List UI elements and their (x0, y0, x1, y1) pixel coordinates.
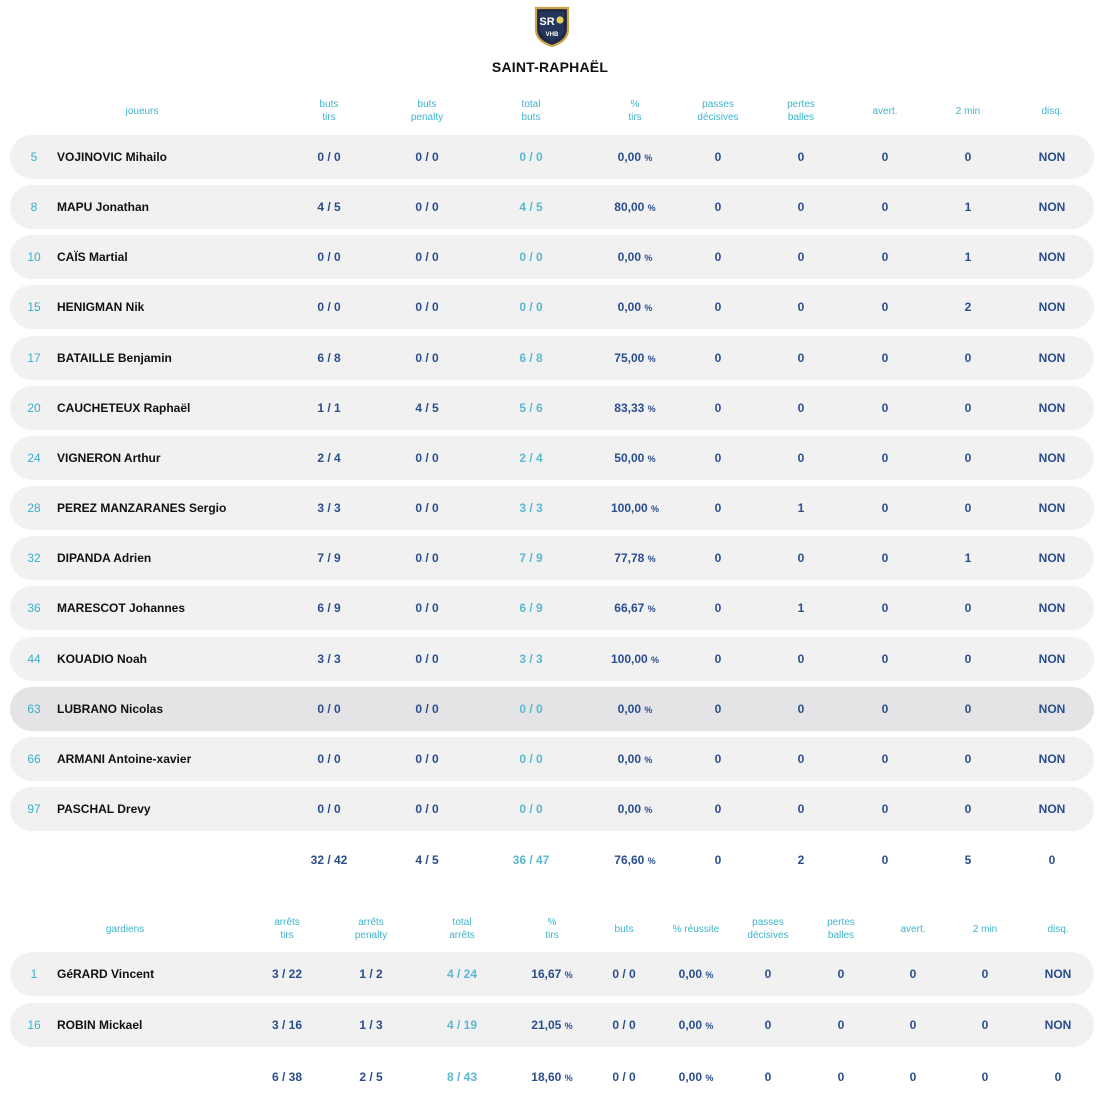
buts: 0 / 0 (612, 967, 636, 981)
header-pct-tirs: % tirs (545, 917, 559, 941)
table-row (10, 336, 1094, 380)
deux-min: 0 (964, 400, 972, 415)
passes-decisives: 0 (714, 400, 722, 415)
buts-tirs: 1 / 1 (317, 400, 341, 415)
total-pertes: 0 (837, 1070, 845, 1084)
table-row (10, 235, 1094, 279)
table-row (10, 135, 1094, 179)
total-buts-penalty: 4 / 5 (415, 853, 439, 867)
header-passes-decisives: passes décisives (747, 917, 789, 941)
total-pertes: 2 (797, 853, 805, 867)
pct-tirs: 0,00 % (617, 150, 653, 164)
total-total-arrets: 8 / 43 (446, 1070, 478, 1084)
player-number: 24 (27, 450, 41, 465)
avert: 0 (881, 551, 889, 566)
pertes-balles: 0 (797, 551, 805, 566)
disq: NON (1038, 250, 1066, 265)
total-buts: 0 / 0 (519, 250, 543, 265)
avert: 0 (881, 200, 889, 215)
passes-decisives: 0 (714, 150, 722, 164)
pertes-balles: 0 (797, 300, 805, 315)
buts-penalty: 4 / 5 (415, 400, 439, 415)
total-passes: 0 (714, 853, 722, 867)
avert: 0 (909, 967, 917, 981)
total-arrets: 4 / 24 (446, 967, 478, 981)
total-pct-reussite: 0,00 % (678, 1070, 714, 1084)
header-disq: disq. (1041, 106, 1063, 117)
player-number: 15 (27, 300, 41, 315)
player-name: CAUCHETEUX Raphaël (57, 400, 191, 415)
header-avert: avert. (872, 106, 898, 117)
passes-decisives: 0 (714, 601, 722, 616)
disq: NON (1038, 501, 1066, 516)
pertes-balles: 0 (797, 250, 805, 265)
deux-min: 1 (964, 250, 972, 265)
table-row (10, 185, 1094, 229)
deux-min: 0 (964, 450, 972, 465)
pct-tirs: 16,67 % (531, 967, 573, 981)
pct-reussite: 0,00 % (678, 967, 714, 981)
deux-min: 0 (964, 150, 972, 164)
pertes-balles: 0 (797, 751, 805, 766)
team-name: SAINT-RAPHAËL (491, 59, 609, 75)
buts-tirs: 6 / 8 (317, 350, 341, 365)
total-buts: 5 / 6 (519, 400, 543, 415)
passes-decisives: 0 (714, 651, 722, 666)
table-row (10, 637, 1094, 681)
player-name: DIPANDA Adrien (57, 551, 152, 566)
player-number: 8 (30, 200, 38, 215)
buts: 0 / 0 (612, 1018, 636, 1032)
pct-tirs: 77,78 % (614, 551, 656, 566)
player-name: LUBRANO Nicolas (57, 701, 164, 716)
header-total-buts: total buts (521, 99, 541, 123)
deux-min: 0 (981, 967, 989, 981)
pertes-balles: 0 (797, 200, 805, 215)
player-number: 63 (27, 701, 41, 716)
player-name: PASCHAL Drevy (57, 801, 151, 816)
pct-tirs: 0,00 % (617, 751, 653, 766)
player-name: ARMANI Antoine-xavier (57, 751, 192, 766)
player-number: 28 (27, 501, 41, 516)
passes-decisives: 0 (764, 967, 772, 981)
header-passes-decisives: passes décisives (697, 99, 739, 123)
deux-min: 0 (964, 601, 972, 616)
buts-tirs: 0 / 0 (317, 300, 341, 315)
pct-tirs: 80,00 % (614, 200, 656, 215)
total-buts: 0 / 0 (519, 701, 543, 716)
total-buts-tirs: 32 / 42 (310, 853, 348, 867)
disq: NON (1038, 701, 1066, 716)
pertes-balles: 0 (797, 350, 805, 365)
deux-min: 0 (964, 350, 972, 365)
total-buts: 0 / 0 (519, 801, 543, 816)
passes-decisives: 0 (714, 701, 722, 716)
disq: NON (1038, 801, 1066, 816)
disq: NON (1038, 400, 1066, 415)
pct-tirs: 0,00 % (617, 701, 653, 716)
logo-text: SR (539, 16, 555, 28)
pertes-balles: 1 (797, 601, 805, 616)
buts-penalty: 0 / 0 (415, 150, 439, 164)
pertes-balles: 0 (797, 450, 805, 465)
total-passes: 0 (764, 1070, 772, 1084)
disq: NON (1038, 450, 1066, 465)
avert: 0 (881, 651, 889, 666)
disq: NON (1038, 150, 1066, 164)
buts-penalty: 0 / 0 (415, 801, 439, 816)
player-name: PEREZ MANZARANES Sergio (57, 501, 227, 516)
player-number: 66 (27, 751, 41, 766)
disq: NON (1038, 751, 1066, 766)
pertes-balles: 0 (797, 801, 805, 816)
deux-min: 0 (964, 751, 972, 766)
pct-tirs: 0,00 % (617, 801, 653, 816)
header-pertes-balles: pertes balles (787, 99, 815, 123)
header-buts: buts (614, 924, 634, 935)
arrets-penalty: 1 / 2 (359, 967, 383, 981)
total-arrets-tirs: 6 / 38 (271, 1070, 303, 1084)
avert: 0 (881, 450, 889, 465)
avert: 0 (881, 250, 889, 265)
player-name: CAÏS Martial (57, 250, 128, 265)
pertes-balles: 0 (797, 701, 805, 716)
disq: NON (1038, 601, 1066, 616)
arrets-tirs: 3 / 22 (271, 967, 303, 981)
buts-tirs: 0 / 0 (317, 801, 341, 816)
pct-tirs: 100,00 % (610, 651, 660, 666)
total-buts: 0 / 0 (612, 1070, 636, 1084)
buts-penalty: 0 / 0 (415, 601, 439, 616)
avert: 0 (881, 400, 889, 415)
total-buts: 7 / 9 (519, 551, 543, 566)
passes-decisives: 0 (714, 801, 722, 816)
passes-decisives: 0 (714, 300, 722, 315)
disq: NON (1044, 967, 1072, 981)
goalkeeper-name: GéRARD Vincent (57, 967, 155, 981)
buts-tirs: 0 / 0 (317, 250, 341, 265)
pct-tirs: 21,05 % (531, 1018, 573, 1032)
player-number: 44 (27, 651, 41, 666)
header-2min: 2 min (972, 924, 998, 935)
header-buts-tirs: buts tirs (319, 99, 339, 123)
arrets-penalty: 1 / 3 (359, 1018, 383, 1032)
avert: 0 (881, 150, 889, 164)
total-total-buts: 36 / 47 (512, 853, 550, 867)
disq: NON (1038, 300, 1066, 315)
passes-decisives: 0 (714, 751, 722, 766)
total-buts: 6 / 8 (519, 350, 543, 365)
header-joueurs: joueurs (125, 106, 159, 117)
deux-min: 2 (964, 300, 972, 315)
pct-tirs: 100,00 % (610, 501, 660, 516)
avert: 0 (881, 501, 889, 516)
buts-penalty: 0 / 0 (415, 551, 439, 566)
pertes-balles: 0 (797, 651, 805, 666)
buts-tirs: 0 / 0 (317, 751, 341, 766)
buts-penalty: 0 / 0 (415, 250, 439, 265)
total-arrets: 4 / 19 (446, 1018, 478, 1032)
pct-tirs: 75,00 % (614, 350, 656, 365)
passes-decisives: 0 (714, 250, 722, 265)
disq: NON (1038, 551, 1066, 566)
avert: 0 (909, 1018, 917, 1032)
player-name: VOJINOVIC Mihailo (57, 150, 168, 164)
pertes-balles: 0 (837, 1018, 845, 1032)
total-buts: 0 / 0 (519, 150, 543, 164)
passes-decisives: 0 (714, 450, 722, 465)
passes-decisives: 0 (714, 551, 722, 566)
buts-tirs: 3 / 3 (317, 501, 341, 516)
player-number: 97 (27, 801, 41, 816)
total-pct-tirs: 18,60 % (531, 1070, 573, 1084)
player-number: 10 (27, 250, 41, 265)
total-buts: 2 / 4 (519, 450, 543, 465)
buts-penalty: 0 / 0 (415, 450, 439, 465)
passes-decisives: 0 (714, 501, 722, 516)
goalkeeper-number: 16 (27, 1018, 41, 1032)
total-disq: 0 (1054, 1070, 1062, 1084)
buts-penalty: 0 / 0 (415, 751, 439, 766)
disq: NON (1038, 651, 1066, 666)
passes-decisives: 0 (714, 350, 722, 365)
player-number: 17 (27, 350, 41, 365)
header-avert: avert. (900, 924, 926, 935)
header-gardiens: gardiens (105, 924, 145, 935)
player-name: MARESCOT Johannes (57, 601, 186, 616)
deux-min: 0 (964, 501, 972, 516)
player-name: BATAILLE Benjamin (57, 350, 172, 365)
player-name: KOUADIO Noah (57, 651, 147, 666)
total-arrets-penalty: 2 / 5 (359, 1070, 383, 1084)
player-name: VIGNERON Arthur (57, 450, 161, 465)
player-number: 5 (30, 150, 38, 164)
table-row (10, 687, 1094, 731)
passes-decisives: 0 (764, 1018, 772, 1032)
total-buts: 6 / 9 (519, 601, 543, 616)
goalkeeper-number: 1 (30, 967, 38, 981)
player-number: 36 (27, 601, 41, 616)
disq: NON (1038, 350, 1066, 365)
avert: 0 (881, 350, 889, 365)
player-name: HENIGMAN Nik (57, 300, 145, 315)
buts-tirs: 0 / 0 (317, 150, 341, 164)
total-pct-tirs: 76,60 % (614, 853, 656, 867)
logo-subtext: VHB (545, 32, 559, 38)
deux-min: 0 (964, 701, 972, 716)
pertes-balles: 0 (837, 967, 845, 981)
pct-tirs: 83,33 % (614, 400, 656, 415)
buts-penalty: 0 / 0 (415, 200, 439, 215)
buts-penalty: 0 / 0 (415, 300, 439, 315)
player-name: MAPU Jonathan (57, 200, 150, 215)
deux-min: 1 (964, 551, 972, 566)
buts-penalty: 0 / 0 (415, 350, 439, 365)
table-row (10, 536, 1094, 580)
table-row (10, 787, 1094, 831)
player-number: 20 (27, 400, 41, 415)
buts-penalty: 0 / 0 (415, 501, 439, 516)
total-buts: 0 / 0 (519, 300, 543, 315)
total-deux-min: 5 (964, 853, 972, 867)
pct-reussite: 0,00 % (678, 1018, 714, 1032)
deux-min: 0 (981, 1018, 989, 1032)
goalkeeper-name: ROBIN Mickael (57, 1018, 143, 1032)
header-2min: 2 min (955, 106, 981, 117)
pct-tirs: 0,00 % (617, 250, 653, 265)
header-buts-penalty: buts penalty (410, 99, 444, 123)
player-number: 32 (27, 551, 41, 566)
buts-tirs: 0 / 0 (317, 701, 341, 716)
disq: NON (1038, 200, 1066, 215)
total-avert: 0 (909, 1070, 917, 1084)
pertes-balles: 0 (797, 150, 805, 164)
pct-tirs: 0,00 % (617, 300, 653, 315)
header-total-arrets: total arrêts (449, 917, 475, 941)
arrets-tirs: 3 / 16 (271, 1018, 303, 1032)
total-buts: 0 / 0 (519, 751, 543, 766)
buts-tirs: 6 / 9 (317, 601, 341, 616)
deux-min: 0 (964, 801, 972, 816)
total-buts: 3 / 3 (519, 651, 543, 666)
total-buts: 3 / 3 (519, 501, 543, 516)
header-pct-tirs: % tirs (628, 99, 642, 123)
total-disq: 0 (1048, 853, 1056, 867)
buts-tirs: 7 / 9 (317, 551, 341, 566)
header-pertes-balles: pertes balles (827, 917, 855, 941)
pct-tirs: 50,00 % (614, 450, 656, 465)
buts-tirs: 4 / 5 (317, 200, 341, 215)
deux-min: 0 (964, 651, 972, 666)
header-pct-reussite: % réussite (672, 924, 720, 935)
header-arrets-penalty: arrêts penalty (354, 917, 388, 941)
team-logo (532, 5, 572, 47)
deux-min: 1 (964, 200, 972, 215)
passes-decisives: 0 (714, 200, 722, 215)
avert: 0 (881, 801, 889, 816)
pertes-balles: 0 (797, 400, 805, 415)
avert: 0 (881, 601, 889, 616)
buts-tirs: 2 / 4 (317, 450, 341, 465)
avert: 0 (881, 701, 889, 716)
buts-penalty: 0 / 0 (415, 651, 439, 666)
disq: NON (1044, 1018, 1072, 1032)
buts-penalty: 0 / 0 (415, 701, 439, 716)
avert: 0 (881, 300, 889, 315)
buts-tirs: 3 / 3 (317, 651, 341, 666)
pertes-balles: 1 (797, 501, 805, 516)
avert: 0 (881, 751, 889, 766)
total-buts: 4 / 5 (519, 200, 543, 215)
table-row (10, 436, 1094, 480)
table-row (10, 285, 1094, 329)
header-disq: disq. (1047, 924, 1069, 935)
total-avert: 0 (881, 853, 889, 867)
total-deux-min: 0 (981, 1070, 989, 1084)
header-arrets-tirs: arrêts tirs (274, 917, 300, 941)
pct-tirs: 66,67 % (614, 601, 656, 616)
